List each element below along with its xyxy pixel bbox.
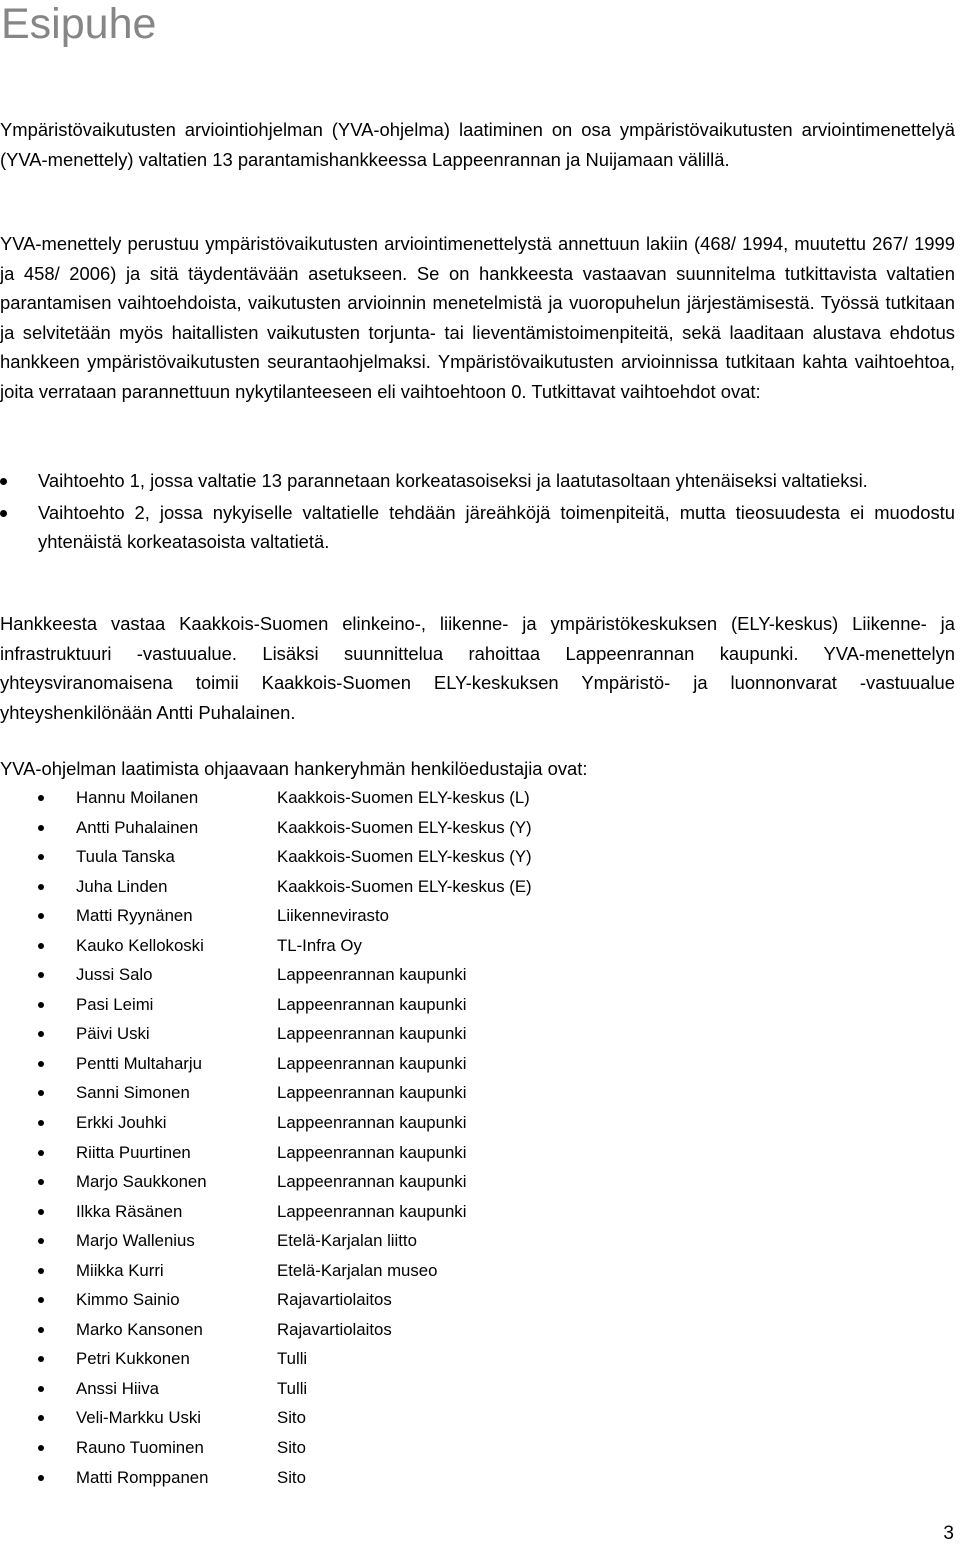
member-row xyxy=(0,872,700,902)
bullet-icon xyxy=(38,1268,44,1274)
member-row xyxy=(0,1049,700,1079)
member-row xyxy=(0,1315,700,1345)
bullet-icon xyxy=(38,854,44,860)
bullet-icon xyxy=(38,1179,44,1185)
member-name: Jussi Salo xyxy=(76,965,153,985)
alternative-item xyxy=(0,498,955,557)
bullet-icon xyxy=(0,510,7,517)
member-organization: Sito xyxy=(277,1438,306,1458)
member-organization: Lappeenrannan kaupunki xyxy=(277,1201,467,1221)
member-name: Anssi Hiiva xyxy=(76,1378,159,1398)
bullet-icon xyxy=(38,795,44,801)
bullet-icon xyxy=(38,1061,44,1067)
member-organization: Kaakkois-Suomen ELY-keskus (Y) xyxy=(277,847,532,867)
member-row xyxy=(0,1197,700,1227)
member-row xyxy=(0,1138,700,1168)
member-row xyxy=(0,960,700,990)
member-organization: Tulli xyxy=(277,1349,308,1369)
member-row xyxy=(0,931,700,961)
member-row xyxy=(0,1167,700,1197)
alternatives-list xyxy=(0,466,955,559)
intro-paragraph: Ympäristövaikutusten arviointiohjelman (YVA-ohjelma) laatiminen on osa ympäristövaikutusten arviointimenettelyä (YVA-menettely) valtatien 13 parantamishankkeessa Lappeenrannan ja Nuijamaan välillä. xyxy=(0,119,955,170)
member-organization: TL-Infra Oy xyxy=(277,935,362,955)
bullet-icon xyxy=(38,1090,44,1096)
member-row xyxy=(0,1019,700,1049)
member-organization: Lappeenrannan kaupunki xyxy=(277,1172,467,1192)
bullet-icon xyxy=(38,1327,44,1333)
member-name: Rauno Tuominen xyxy=(76,1438,204,1458)
member-name: Pentti Multaharju xyxy=(76,1053,202,1073)
member-organization: Rajavartiolaitos xyxy=(277,1290,392,1310)
member-row xyxy=(0,1256,700,1286)
member-name: Miikka Kurri xyxy=(76,1260,164,1280)
member-organization: Lappeenrannan kaupunki xyxy=(277,1024,467,1044)
member-organization: Etelä-Karjalan liitto xyxy=(277,1231,417,1251)
member-name: Hannu Moilanen xyxy=(76,788,199,807)
member-name: Petri Kukkonen xyxy=(76,1349,190,1369)
bullet-icon xyxy=(38,1415,44,1421)
member-row xyxy=(0,1433,700,1463)
bullet-icon xyxy=(38,1386,44,1392)
member-organization: Liikennevirasto xyxy=(277,906,389,926)
member-row xyxy=(0,1285,700,1315)
member-row xyxy=(0,1078,700,1108)
member-organization: Lappeenrannan kaupunki xyxy=(277,1113,467,1133)
member-name: Sanni Simonen xyxy=(76,1083,190,1103)
project-group-list xyxy=(0,783,700,1492)
member-organization: Etelä-Karjalan museo xyxy=(277,1260,438,1280)
member-name: Veli-Markku Uski xyxy=(76,1408,201,1428)
member-organization: Lappeenrannan kaupunki xyxy=(277,994,467,1014)
member-row xyxy=(0,1108,700,1138)
member-name: Marko Kansonen xyxy=(76,1319,203,1339)
bullet-icon xyxy=(38,1356,44,1362)
member-name: Juha Linden xyxy=(76,876,168,896)
responsibility-paragraph: Hankkeesta vastaa Kaakkois-Suomen elinkeino-, liikenne- ja ympäristökeskuksen (ELY-keskus) Liikenne- ja infrastruktuuri -vastuualue. Lisäksi suunnittelua rahoittaa Lappeenrannan kaupunki. YVA-menettelyn yhteysviranomaisena toimii Kaakkois-Suomen ELY-keskuksen Ympäristö- ja luonnonvarat -vastuualue yhteyshenkilönään Antti Puhalainen. xyxy=(0,613,955,723)
member-name: Kimmo Sainio xyxy=(76,1290,180,1310)
page-title: Esipuhe xyxy=(1,0,157,48)
bullet-icon xyxy=(38,1238,44,1244)
member-organization: Tulli xyxy=(277,1378,308,1398)
member-organization: Sito xyxy=(277,1467,306,1487)
bullet-icon xyxy=(38,1120,44,1126)
member-organization: Kaakkois-Suomen ELY-keskus (L) xyxy=(277,788,530,807)
member-organization: Lappeenrannan kaupunki xyxy=(277,1142,467,1162)
alternative-text: Vaihtoehto 1, jossa valtatie 13 parannetaan korkeatasoiseksi ja laatutasoltaan yhtenäiseksi valtatieksi. xyxy=(38,470,868,491)
member-name: Ilkka Räsänen xyxy=(76,1201,183,1221)
member-organization: Sito xyxy=(277,1408,306,1428)
bullet-icon xyxy=(38,1150,44,1156)
bullet-icon xyxy=(38,913,44,919)
member-name: Tuula Tanska xyxy=(76,847,175,867)
member-name: Kauko Kellokoski xyxy=(76,935,204,955)
bullet-icon xyxy=(38,1297,44,1303)
member-organization: Kaakkois-Suomen ELY-keskus (Y) xyxy=(277,817,532,837)
member-row xyxy=(0,1344,700,1374)
member-name: Marjo Saukkonen xyxy=(76,1172,207,1192)
member-row xyxy=(0,842,700,872)
member-organization: Lappeenrannan kaupunki xyxy=(277,965,467,985)
bullet-icon xyxy=(38,1445,44,1451)
member-name: Matti Ryynänen xyxy=(76,906,193,926)
member-row xyxy=(0,990,700,1020)
member-row xyxy=(0,1226,700,1256)
member-organization: Kaakkois-Suomen ELY-keskus (E) xyxy=(277,876,532,896)
bullet-icon xyxy=(38,825,44,831)
member-name: Matti Romppanen xyxy=(76,1467,209,1487)
member-row xyxy=(0,901,700,931)
member-organization: Lappeenrannan kaupunki xyxy=(277,1053,467,1073)
bullet-icon xyxy=(38,1031,44,1037)
bullet-icon xyxy=(38,1002,44,1008)
member-organization: Lappeenrannan kaupunki xyxy=(277,1083,467,1103)
member-row xyxy=(0,1374,700,1404)
member-name: Päivi Uski xyxy=(76,1024,150,1044)
member-row xyxy=(0,1463,700,1493)
bullet-icon xyxy=(38,1475,44,1481)
procedure-paragraph: YVA-menettely perustuu ympäristövaikutusten arviointimenettelystä annettuun lakiin (468/ 1994, muutettu 267/ 1999 ja 458/ 2006) ja sitä täydentävään asetukseen. Se on hankkeesta vastaavan suunnitelma tutkittavista valtatien parantamisen vaihtoehdoista, vaikutusten arvioinnin menetelmistä ja vuoropuhelun järjestämisestä. Työssä tutkitaan ja selvitetään myös haitallisten vaikutusten torjunta- tai lieventämistoimenpiteitä, sekä laaditaan alustava ehdotus hankkeen ympäristövaikutusten seurantaohjelmaksi. Ympäristövaikutusten arvioinnissa tutkitaan kahta vaihtoehtoa, joita verrataan parannettuun nykytilanteeseen eli vaihtoehtoon 0. Tutkittavat vaihtoehdot ovat: xyxy=(0,233,955,402)
bullet-icon xyxy=(38,884,44,890)
member-organization: Rajavartiolaitos xyxy=(277,1319,392,1339)
bullet-icon xyxy=(38,943,44,949)
member-name: Riitta Puurtinen xyxy=(76,1142,191,1162)
bullet-icon xyxy=(38,972,44,978)
member-name: Pasi Leimi xyxy=(76,994,154,1014)
members-intro: YVA-ohjelman laatimista ohjaavaan hankeryhmän henkilöedustajia ovat: xyxy=(0,758,588,779)
page-number: 3 xyxy=(943,1523,954,1544)
bullet-icon xyxy=(0,478,7,485)
member-row xyxy=(0,813,700,843)
alternative-text: Vaihtoehto 2, jossa nykyiselle valtatielle tehdään järeähköjä toimenpiteitä, mutta tieosuudesta ei muodostu yhtenäistä korkeatasoista valtatietä. xyxy=(38,501,955,552)
bullet-icon xyxy=(38,1209,44,1215)
member-name: Erkki Jouhki xyxy=(76,1113,167,1133)
member-row xyxy=(0,1403,700,1433)
alternative-item xyxy=(0,466,955,496)
member-name: Antti Puhalainen xyxy=(76,817,199,837)
member-name: Marjo Wallenius xyxy=(76,1231,195,1251)
member-row xyxy=(0,783,700,813)
